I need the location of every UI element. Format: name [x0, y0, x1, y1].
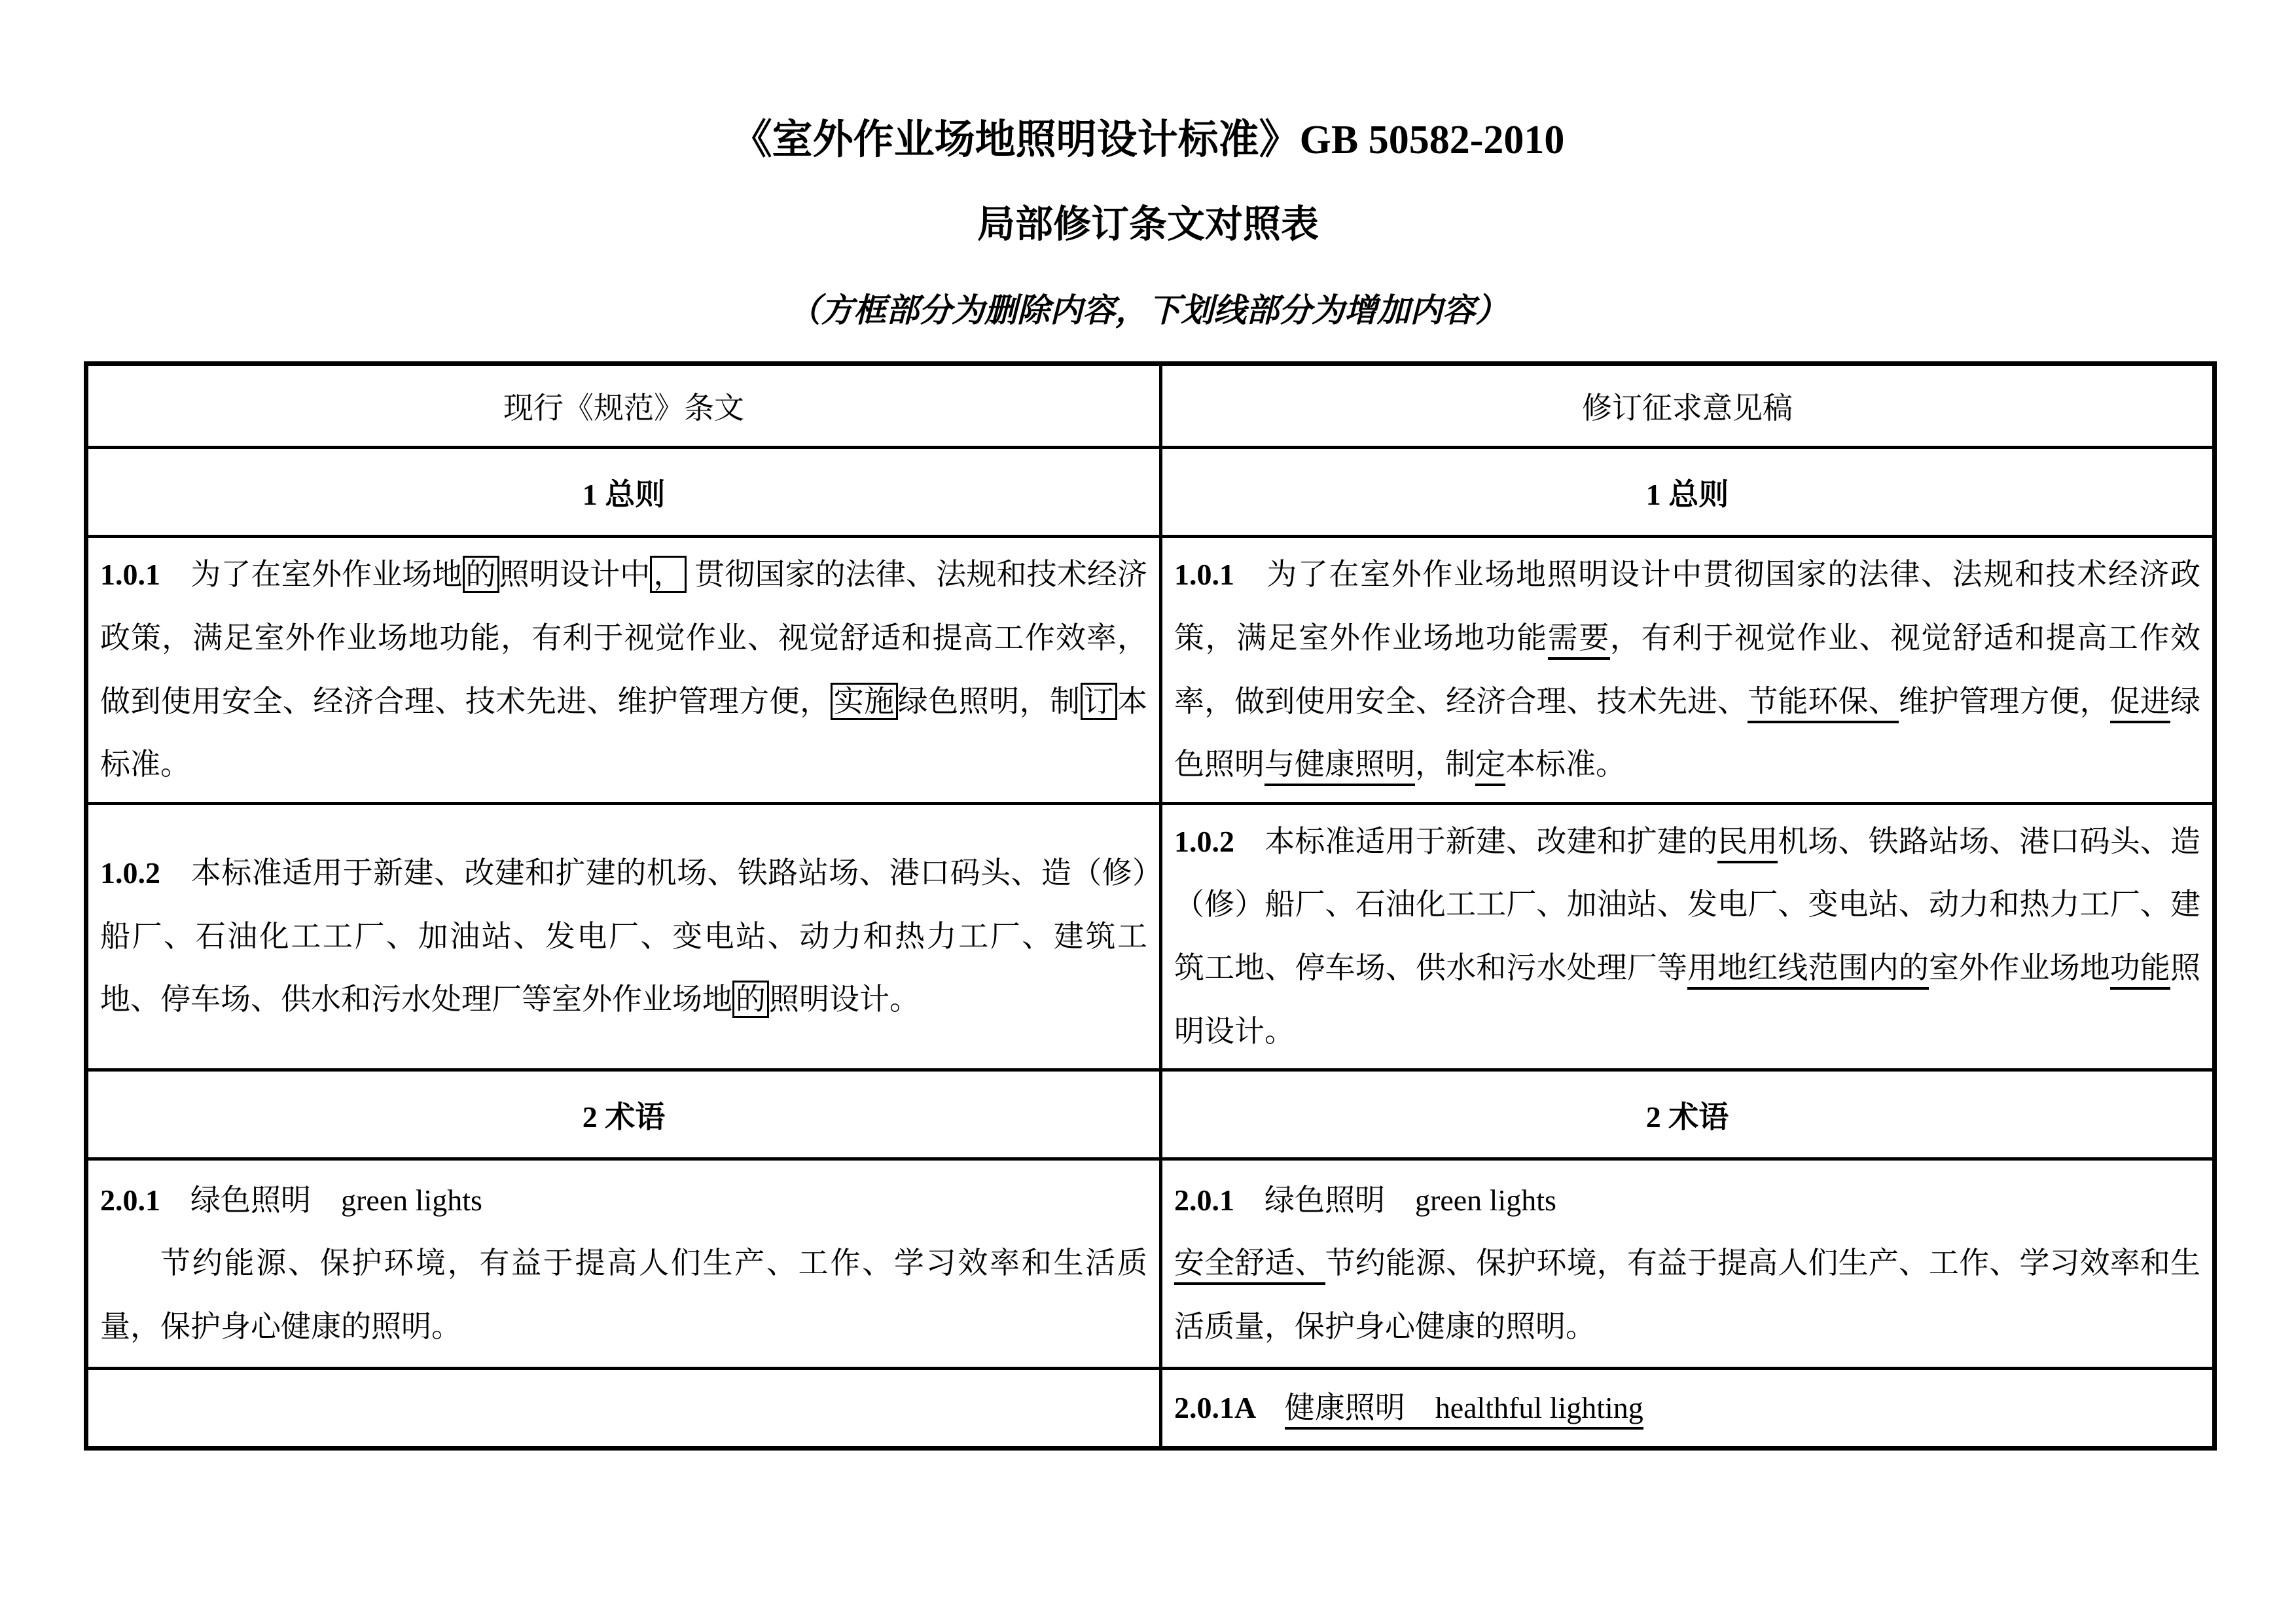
added-text: 民用: [1717, 825, 1778, 863]
table-header-row: [86, 364, 2215, 448]
text: 本标准适用于新建、改建和扩建的: [1265, 824, 1718, 858]
paragraph: [100, 1169, 1147, 1233]
cell-right-section-general: 1 总则: [1161, 448, 2215, 537]
deleted-text: ，: [650, 556, 687, 593]
text: 绿色照明: [1174, 684, 2201, 782]
added-text: 健康照明 healthful lighting: [1285, 1391, 1643, 1430]
cell-left-clause-2-0-1a: [86, 1369, 1161, 1449]
paragraph: [1174, 1232, 2200, 1358]
added-text: 定: [1475, 748, 1505, 786]
row-clause-2-0-1: [86, 1159, 2215, 1369]
added-text: 安全舒适、: [1174, 1246, 1325, 1285]
text: 为了在室外作业场地照明设计中贯彻国家的法律、法规和技术经济政策，满足室外作业场地功能: [1174, 558, 2201, 655]
clause-number: 1.0.1: [100, 558, 191, 592]
cell-left-clause-2-0-1: [86, 1159, 1161, 1369]
cell-right-clause-2-0-1: [1161, 1159, 2215, 1369]
text: 照明设计。: [1174, 951, 2201, 1048]
comparison-table: [84, 361, 2217, 1451]
clause-number: 2.0.1: [1174, 1183, 1265, 1217]
added-text: 需要: [1548, 621, 1610, 660]
paragraph: [1174, 1169, 2200, 1233]
doc-title: 《室外作业场地照明设计标准》GB 50582-2010: [731, 118, 1565, 162]
row-clause-1-0-1: [86, 537, 2215, 803]
clause-number: 1.0.1: [1174, 558, 1267, 592]
cell-left-clause-1-0-1: [86, 537, 1161, 803]
doc-note: （方框部分为删除内容，下划线部分为增加内容）: [788, 291, 1508, 329]
header-current-code: 现行《规范》条文: [86, 364, 1161, 448]
added-text: 节能环保、: [1748, 685, 1899, 723]
text: 贯彻国家的法律、法规和技术经济政策，满足室外作业场地功能，有利于视觉作业、视觉舒适和提高工作效率，做到使用安全、经济合理、技术先进、维护管理方便，: [100, 558, 1148, 718]
header-revision-draft: 修订征求意见稿: [1161, 364, 2215, 448]
row-section-general: [86, 448, 2215, 537]
cell-right-clause-1-0-1: [1161, 537, 2215, 803]
clause-number: 2.0.1: [100, 1183, 190, 1217]
deleted-text: 的: [732, 981, 769, 1018]
text: 绿色照明 green lights: [1265, 1183, 1556, 1217]
row-section-terms: [86, 1070, 2215, 1159]
text: 为了在室外作业场地: [190, 558, 463, 592]
text: 本标准。: [1505, 748, 1626, 782]
paragraph: [1174, 1377, 2200, 1440]
paragraph: [100, 842, 1147, 1032]
deleted-text: 实施: [831, 683, 898, 720]
paragraph: [100, 1232, 1147, 1358]
clause-number: 1.0.2: [100, 856, 191, 890]
clause-number: 2.0.1A: [1174, 1390, 1285, 1424]
paragraph: [100, 543, 1147, 796]
text: 机场、铁路站场、港口码头、造（修）船厂、石油化工工厂、加油站、发电厂、变电站、动力和热力工厂、建筑工地、停车场、供水和污水处理厂等: [1174, 824, 2200, 985]
text: 维护管理方便，: [1898, 684, 2110, 718]
clause-number: 1.0.2: [1174, 824, 1265, 858]
paragraph: [1174, 810, 2200, 1063]
added-text: 用地红线范围内的: [1687, 951, 1929, 990]
text: 绿色照明，制: [897, 684, 1081, 718]
text: 室外作业场地: [1929, 951, 2110, 985]
cell-right-clause-1-0-2: [1161, 803, 2215, 1070]
deleted-text: 订: [1081, 683, 1118, 720]
text: 本标准适用于新建、改建和扩建的机场、铁路站场、港口码头、造（修）船厂、石油化工工厂、加油站、发电厂、变电站、动力和热力工厂、建筑工地、停车场、供水和污水处理厂等室外作业场地: [100, 856, 1148, 1017]
paragraph: [1174, 543, 2200, 796]
text: 照明设计中: [499, 558, 651, 592]
cell-left-section-terms: 2 术语: [86, 1070, 1161, 1159]
text: 本标准。: [100, 684, 1148, 782]
deleted-text: 的: [463, 556, 499, 593]
cell-left-section-general: 1 总则: [86, 448, 1161, 537]
doc-subtitle: 局部修订条文对照表: [977, 203, 1319, 246]
cell-left-clause-1-0-2: [86, 803, 1161, 1070]
text: 节约能源、保护环境，有益于提高人们生产、工作、学习效率和生活质量，保护身心健康的照明。: [100, 1246, 1147, 1344]
text: ，制: [1415, 748, 1475, 782]
row-clause-2-0-1a: [86, 1369, 2215, 1449]
text: ，有利于视觉作业、视觉舒适和提高工作效率，做到使用安全、经济合理、技术先进、: [1174, 621, 2200, 718]
added-text: 与健康照明: [1265, 748, 1415, 786]
cell-right-clause-2-0-1a: [1161, 1369, 2215, 1449]
added-text: 促进: [2110, 685, 2170, 723]
row-clause-1-0-2: [86, 803, 2215, 1070]
text: 绿色照明 green lights: [190, 1183, 482, 1217]
text: 节约能源、保护环境，有益于提高人们生产、工作、学习效率和生活质量，保护身心健康的照明。: [1174, 1246, 2201, 1344]
text: 照明设计。: [769, 983, 920, 1017]
cell-right-section-terms: 2 术语: [1161, 1070, 2215, 1159]
added-text: 功能: [2110, 951, 2170, 990]
